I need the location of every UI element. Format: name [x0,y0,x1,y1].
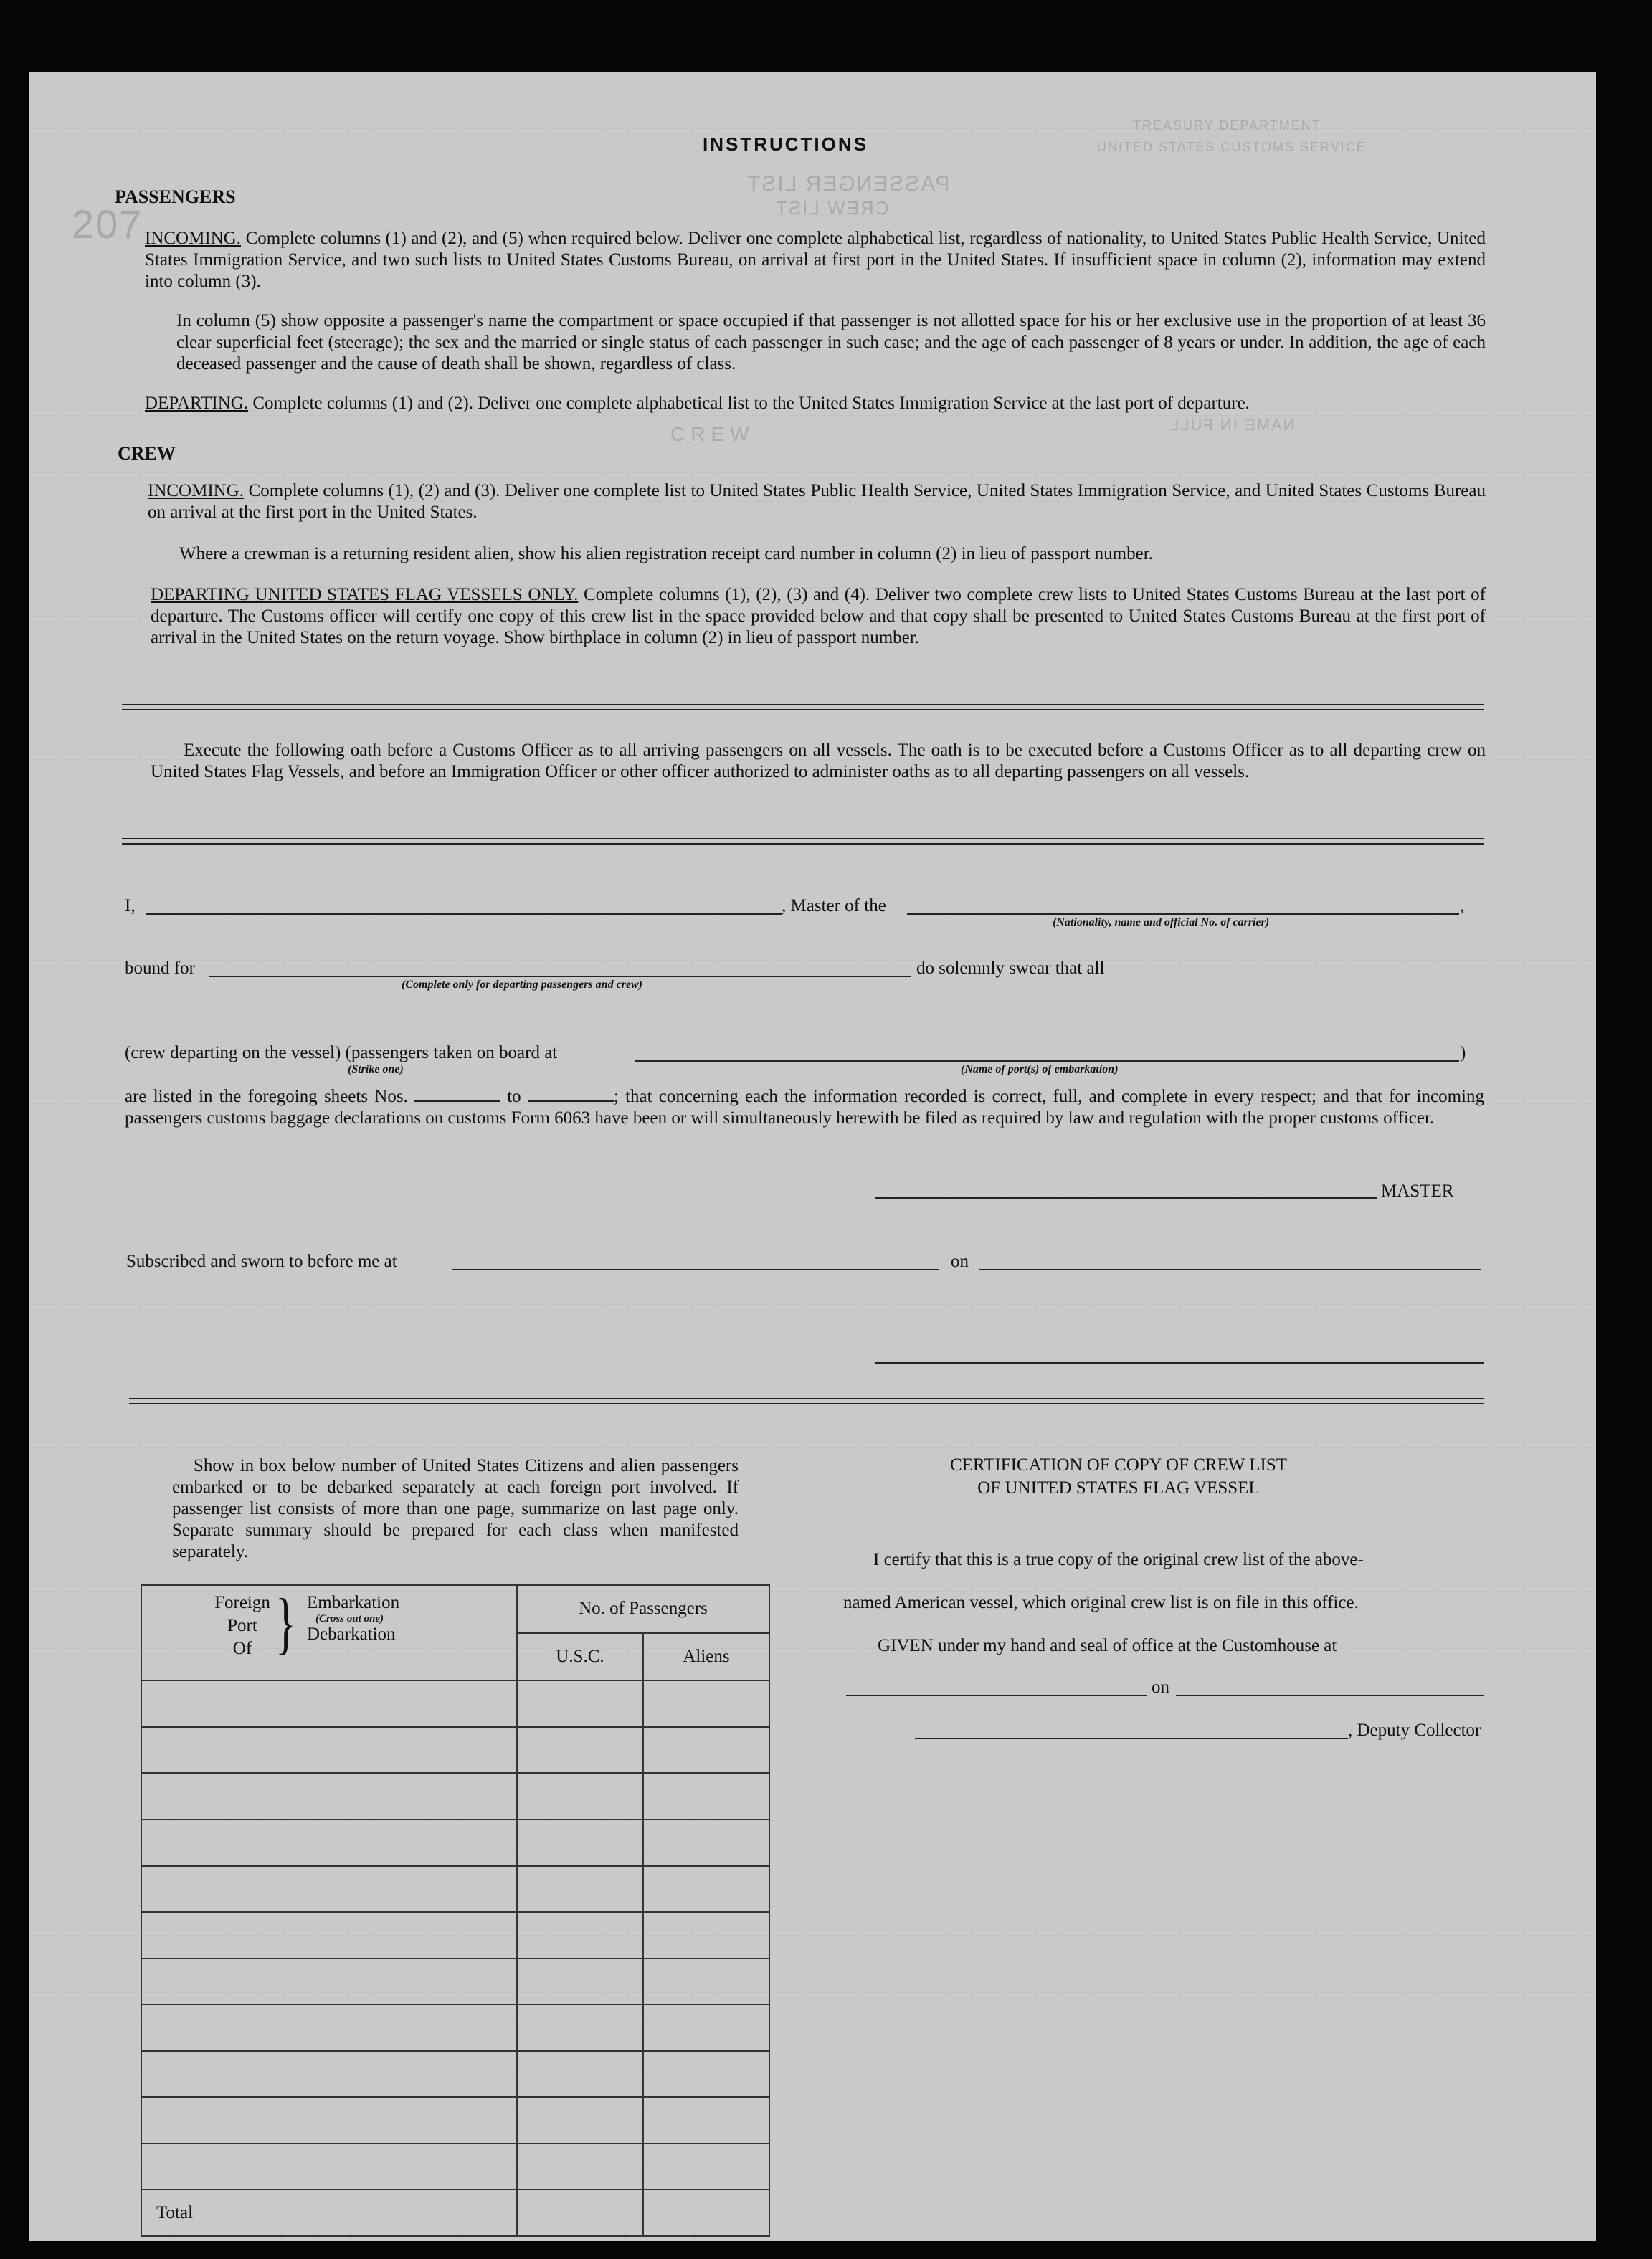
passengers-departing-paragraph [145,393,1486,414]
certification-title-1: CERTIFICATION OF COPY OF CREW LIST [949,1455,1288,1475]
port-cell[interactable] [141,1727,517,1774]
bleed-through-text: CREW [670,423,755,445]
usc-cell[interactable] [517,2004,643,2051]
customhouse-location-field[interactable] [846,1695,1147,1696]
sheet-to-field[interactable] [528,1085,614,1102]
aliens-total-cell[interactable] [643,2189,769,2236]
crew-departing-paragraph [151,584,1486,649]
officer-signature-field[interactable] [875,1362,1484,1364]
port-cell[interactable] [141,2097,517,2144]
deputy-signature-field[interactable] [915,1738,1348,1739]
total-label: Total [141,2189,517,2236]
brace-icon: } [275,1585,296,1661]
port-cell[interactable] [141,2004,517,2051]
port-cell[interactable] [141,1680,517,1727]
strike-caption: (Strike one) [348,1063,404,1075]
certify-line-2: named American vessel, which original crew list is on file in this office. [843,1593,1359,1612]
certification-title-2: OF UNITED STATES FLAG VESSEL [977,1478,1260,1498]
aliens-header: Aliens [643,1633,769,1681]
bleed-through-text: CREW LIST [774,197,889,219]
master-label: MASTER [1381,1181,1454,1201]
usc-header: U.S.C. [517,1633,643,1681]
passengers-heading: PASSENGERS [115,186,236,207]
aliens-cell[interactable] [643,2097,769,2144]
port-cell[interactable] [141,1773,517,1820]
col-of: Of [232,1639,252,1658]
document-page [29,72,1596,2241]
usc-cell[interactable] [517,1866,643,1913]
usc-cell[interactable] [517,2097,643,2144]
master-name-field[interactable] [146,913,782,915]
crew-passengers-label: (crew departing on the vessel) (passengers taken on board at [125,1043,558,1062]
usc-cell[interactable] [517,1680,643,1727]
sworn-on-label: on [951,1252,969,1271]
listed-to: to [507,1087,521,1106]
listed-paragraph [125,1085,1484,1129]
oath-intro-paragraph: Execute the following oath before a Customs Officer as to all arriving passengers on all vessels. The oath is to be executed before a Customs Officer as to all departing crew on United States Flag Vessels, and before an Immigration Officer or other officer authorized to administer oaths as to all departing passengers on all vessels. [151,741,1486,781]
close-paren: ) [1460,1043,1466,1062]
passenger-summary-table [141,1584,770,2237]
crew-heading: CREW [118,443,176,464]
incoming-text: Complete columns (1) and (2), and (5) when required below. Deliver one complete alphabetical list, regardless of nationality, to United States Public Health Service, United States Immigration Service, and two such lists to United States Customs Bureau, on arrival at first port in the United States. If insufficient space in column (2), information may extend into column (3). [145,229,1486,291]
incoming-label: INCOMING. [145,229,242,248]
usc-cell[interactable] [517,1959,643,2005]
column5-paragraph: In column (5) show opposite a passenger's name the compartment or space occupied if that passenger is not allotted space for his or her exclusive use in the proportion of at least 36 clear superficial feet (steerage); the sex and the married or single status of each passenger in such case; and the age of each passenger of 8 years or under. In addition, the age of each deceased passenger and the cause of death shall be shown, regardless of class. [176,311,1486,374]
usc-cell[interactable] [517,2051,643,2098]
bound-for-field[interactable] [209,976,911,977]
port-cell[interactable] [141,2144,517,2190]
certify-line-1: I certify that this is a true copy of the original crew list of the above- [873,1550,1364,1569]
crew-incoming-label: INCOMING. [148,481,245,500]
embarkation-port-field[interactable] [635,1060,1459,1062]
carrier-caption: (Nationality, name and official No. of carrier) [1053,916,1270,928]
listed-post: ; that concerning each the information recorded is correct, full, and complete in every respect; and that for incoming passengers customs baggage declarations on customs Form 6063 have been or will simultaneously herewith be filed as required by law and regulation with the proper customs officer. [125,1087,1484,1128]
ports-caption: (Name of port(s) of embarkation) [961,1063,1119,1075]
port-cell[interactable] [141,1912,517,1959]
aliens-cell[interactable] [643,1773,769,1820]
bleed-through-text: TREASURY DEPARTMENT [1133,118,1321,133]
port-cell[interactable] [141,2051,517,2098]
aliens-cell[interactable] [643,2004,769,2051]
port-cell[interactable] [141,1820,517,1866]
sworn-date-field[interactable] [979,1269,1481,1270]
handwritten-number: 207 [72,201,143,247]
bleed-through-text: PASSENGER LIST [746,172,950,196]
listed-pre: are listed in the foregoing sheets Nos. [125,1087,408,1106]
aliens-cell[interactable] [643,1912,769,1959]
master-of-label: , Master of the [782,896,886,916]
usc-cell[interactable] [517,1773,643,1820]
aliens-cell[interactable] [643,1680,769,1727]
aliens-cell[interactable] [643,1727,769,1774]
cert-on-label: on [1152,1678,1169,1697]
usc-total-cell[interactable] [517,2189,643,2236]
section-divider [129,1397,1484,1404]
col-debarkation: Debarkation [307,1625,396,1644]
swear-label: do solemnly swear that all [916,959,1105,978]
aliens-cell[interactable] [643,2144,769,2190]
usc-cell[interactable] [517,2144,643,2190]
sheet-from-field[interactable] [414,1085,500,1102]
crew-incoming-text: Complete columns (1), (2) and (3). Deliver one complete list to United States Public Health Service, United States Immigration Service, and United States Customs Bureau on arrival at the first port in the United States. [148,481,1486,522]
subscribed-label: Subscribed and sworn to before me at [126,1252,397,1271]
col-cross: (Cross out one) [315,1613,384,1625]
sworn-location-field[interactable] [452,1269,939,1270]
crew-resident-paragraph: Where a crewman is a returning resident alien, show his alien registration receipt card number in column (2) in lieu of passport number. [179,544,1153,563]
usc-cell[interactable] [517,1912,643,1959]
bleed-through-text: UNITED STATES CUSTOMS SERVICE [1097,140,1367,154]
summary-intro: Show in box below number of United States Citizens and alien passengers embarked or to be debarked separately at each foreign port involved. If passenger list consists of more than one page, summarize on last page only. Separate summary should be prepared for each class when manifested separately. [172,1456,739,1561]
aliens-cell[interactable] [643,1866,769,1913]
passengers-header: No. of Passengers [517,1585,769,1633]
crew-departing-label: DEPARTING UNITED STATES FLAG VESSELS ONLY. [151,585,579,604]
section-divider [122,837,1484,845]
usc-cell[interactable] [517,1727,643,1774]
cert-date-field[interactable] [1176,1695,1484,1696]
section-divider [122,703,1484,710]
oath-i-label: I, [125,896,136,916]
instructions-title: INSTRUCTIONS [703,133,868,155]
bound-for-caption: (Complete only for departing passengers and crew) [402,979,642,991]
aliens-cell[interactable] [643,1820,769,1866]
port-cell[interactable] [141,1866,517,1913]
passengers-incoming-paragraph [145,228,1486,293]
crew-incoming-paragraph [148,480,1486,523]
given-line: GIVEN under my hand and seal of office at the Customhouse at [878,1636,1337,1655]
master-signature-field[interactable] [875,1197,1377,1199]
crew-departing-text: Complete columns (1), (2), (3) and (4). Deliver two complete crew lists to United States Customs Bureau at the last port of departure. The Customs officer will certify one copy of this crew list in the space provided below and that copy shall be presented to United States Customs Bureau at the first port of arrival in the United States on the return voyage. Show birthplace in column (2) in lieu of passport number. [151,585,1486,647]
col-embarkation: Embarkation [307,1593,400,1612]
bound-for-label: bound for [125,959,195,978]
bleed-through-text: NAME IN FULL [1169,416,1295,434]
col-foreign: Foreign [214,1593,270,1612]
comma-label: , [1460,896,1465,916]
port-cell[interactable] [141,1959,517,2005]
aliens-cell[interactable] [643,2051,769,2098]
aliens-cell[interactable] [643,1959,769,2005]
departing-label: DEPARTING. [145,394,249,413]
carrier-field[interactable] [907,913,1459,915]
col-port: Port [227,1616,257,1635]
port-header-cell [141,1585,517,1680]
usc-cell[interactable] [517,1820,643,1866]
deputy-collector-label: , Deputy Collector [1348,1721,1481,1740]
departing-text: Complete columns (1) and (2). Deliver one complete alphabetical list to the United States Immigration Service at the last port of departure. [252,394,1250,413]
